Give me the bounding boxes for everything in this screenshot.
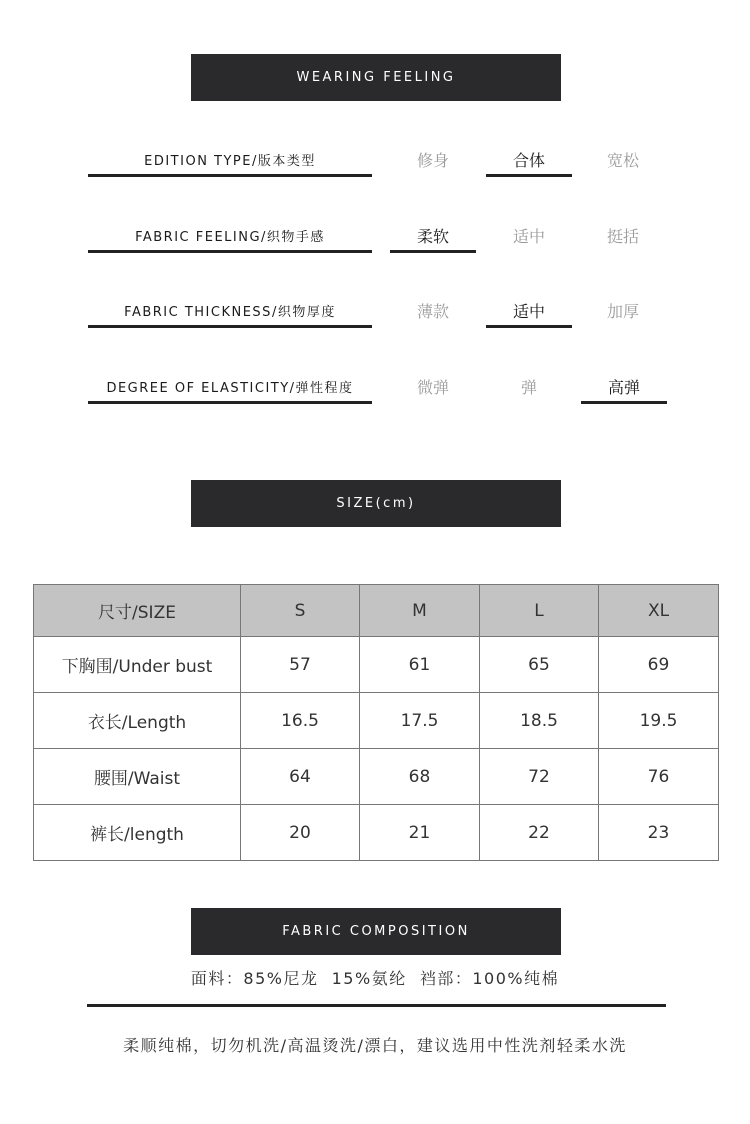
fabric-composition-banner: [191, 908, 561, 955]
fabric-composition-text: 面料：85%尼龙 15%氨纶 裆部：100%纯棉: [190, 969, 560, 988]
table-cell: 72: [480, 749, 599, 805]
elasticity-option-slight: 微弹: [416, 377, 449, 397]
fabric-thickness-label: FABRIC THICKNESS/织物厚度: [88, 295, 372, 328]
table-row: [34, 693, 719, 749]
table-cell: 64: [241, 749, 360, 805]
fabric-composition-title: FABRIC COMPOSITION: [282, 924, 470, 939]
table-cell: 16.5: [241, 693, 360, 749]
size-header-cell: XL: [599, 585, 719, 637]
size-header-cell: 尺寸/SIZE: [34, 585, 241, 637]
table-cell: 23: [599, 805, 719, 861]
edition-type-option-loose: 宽松: [606, 150, 639, 170]
fabric-thickness-option-thick: 加厚: [606, 301, 639, 321]
table-cell: 76: [599, 749, 719, 805]
table-cell: 65: [480, 637, 599, 693]
table-cell: 18.5: [480, 693, 599, 749]
divider: [87, 1004, 666, 1007]
size-header-cell: M: [360, 585, 480, 637]
table-cell: 20: [241, 805, 360, 861]
size-header-cell: L: [480, 585, 599, 637]
fabric-thickness-option-thin: 薄款: [416, 301, 449, 321]
table-cell: 69: [599, 637, 719, 693]
edition-type-option-regular: 合体: [486, 144, 572, 177]
table-cell: 下胸围/Under bust: [34, 637, 241, 693]
elasticity-label: DEGREE OF ELASTICITY/弹性程度: [88, 371, 372, 404]
size-table: [33, 584, 719, 861]
table-cell: 61: [360, 637, 480, 693]
edition-type-option-slim: 修身: [416, 150, 449, 170]
table-row: [34, 637, 719, 693]
elasticity-option-high: 高弹: [581, 371, 667, 404]
table-cell: 57: [241, 637, 360, 693]
fabric-thickness-option-medium: 适中: [486, 295, 572, 328]
table-cell: 21: [360, 805, 480, 861]
table-cell: 22: [480, 805, 599, 861]
size-title: SIZE(cm): [336, 496, 416, 511]
size-table-header-row: [34, 585, 719, 637]
elasticity-option-elastic: 弹: [520, 377, 537, 397]
table-cell: 裤长/length: [34, 805, 241, 861]
edition-type-label: EDITION TYPE/版本类型: [88, 144, 372, 177]
fabric-feeling-option-stiff: 挺括: [606, 226, 639, 246]
table-row: [34, 749, 719, 805]
size-banner: [191, 480, 561, 527]
table-cell: 衣长/Length: [34, 693, 241, 749]
fabric-feeling-option-medium: 适中: [512, 226, 545, 246]
table-cell: 19.5: [599, 693, 719, 749]
size-header-cell: S: [241, 585, 360, 637]
fabric-feeling-option-soft: 柔软: [390, 220, 476, 253]
table-row: [34, 805, 719, 861]
fabric-feeling-label: FABRIC FEELING/织物手感: [88, 220, 372, 253]
table-cell: 17.5: [360, 693, 480, 749]
wearing-feeling-banner: [191, 54, 561, 101]
table-cell: 68: [360, 749, 480, 805]
table-cell: 腰围/Waist: [34, 749, 241, 805]
wearing-feeling-title: WEARING FEELING: [296, 70, 456, 85]
care-instructions: 柔顺纯棉，切勿机洗/高温烫洗/漂白，建议选用中性洗剂轻柔水洗: [123, 1036, 627, 1055]
